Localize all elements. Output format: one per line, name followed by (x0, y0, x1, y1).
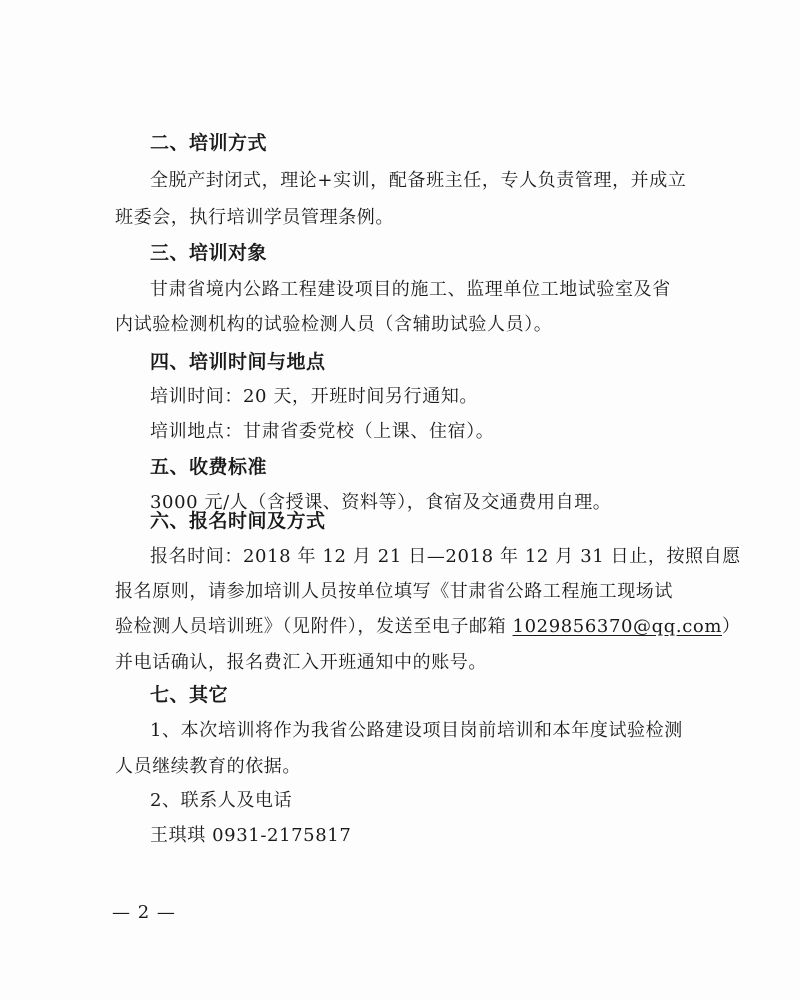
registration-line-4: 并电话确认，报名费汇入开班通知中的账号。 (115, 652, 487, 673)
email-address-link[interactable]: 1029856370@qq.com (512, 616, 723, 637)
training-time-line: 培训时间：20 天，开班时间另行通知。 (150, 386, 479, 407)
page-number: — 2 — (112, 902, 176, 923)
training-place-line: 培训地点：甘肃省委党校（上课、住宿）。 (150, 421, 495, 442)
contact-heading-line: 2、联系人及电话 (150, 790, 293, 811)
heading-training-method: 二、培训方式 (150, 132, 268, 154)
training-method-line-1: 全脱产封闭式，理论+实训，配备班主任，专人负责管理，并成立 (150, 170, 687, 191)
other-line-1: 1、本次培训将作为我省公路建设项目岗前培训和本年度试验检测 (150, 720, 683, 741)
registration-line-3-tail: ） (722, 616, 741, 637)
registration-line-3 (115, 612, 741, 638)
heading-fees: 五、收费标准 (150, 456, 268, 478)
registration-line-2: 报名原则，请参加培训人员按单位填写《甘肃省公路工程施工现场试 (115, 581, 673, 602)
training-target-line-1: 甘肃省境内公路工程建设项目的施工、监理单位工地试验室及省 (150, 279, 671, 300)
other-line-2: 人员继续教育的依据。 (115, 756, 301, 777)
fees-line: 3000 元/人（含授课、资料等），食宿及交通费用自理。 (150, 492, 612, 513)
training-target-line-2: 内试验检测机构的试验检测人员（含辅助试验人员）。 (115, 314, 553, 335)
heading-training-target: 三、培训对象 (150, 242, 268, 264)
registration-line-1: 报名时间：2018 年 12 月 21 日—2018 年 12 月 31 日止，按照自愿 (150, 546, 741, 567)
registration-line-3-text: 验检测人员培训班》（见附件），发送至电子邮箱 (115, 616, 513, 637)
heading-other: 七、其它 (150, 684, 229, 706)
training-method-line-2: 班委会，执行培训学员管理条例。 (115, 207, 394, 228)
heading-time-place: 四、培训时间与地点 (150, 351, 326, 373)
contact-name-phone: 王琪琪 0931-2175817 (150, 825, 352, 846)
heading-registration: 六、报名时间及方式 (150, 510, 326, 532)
